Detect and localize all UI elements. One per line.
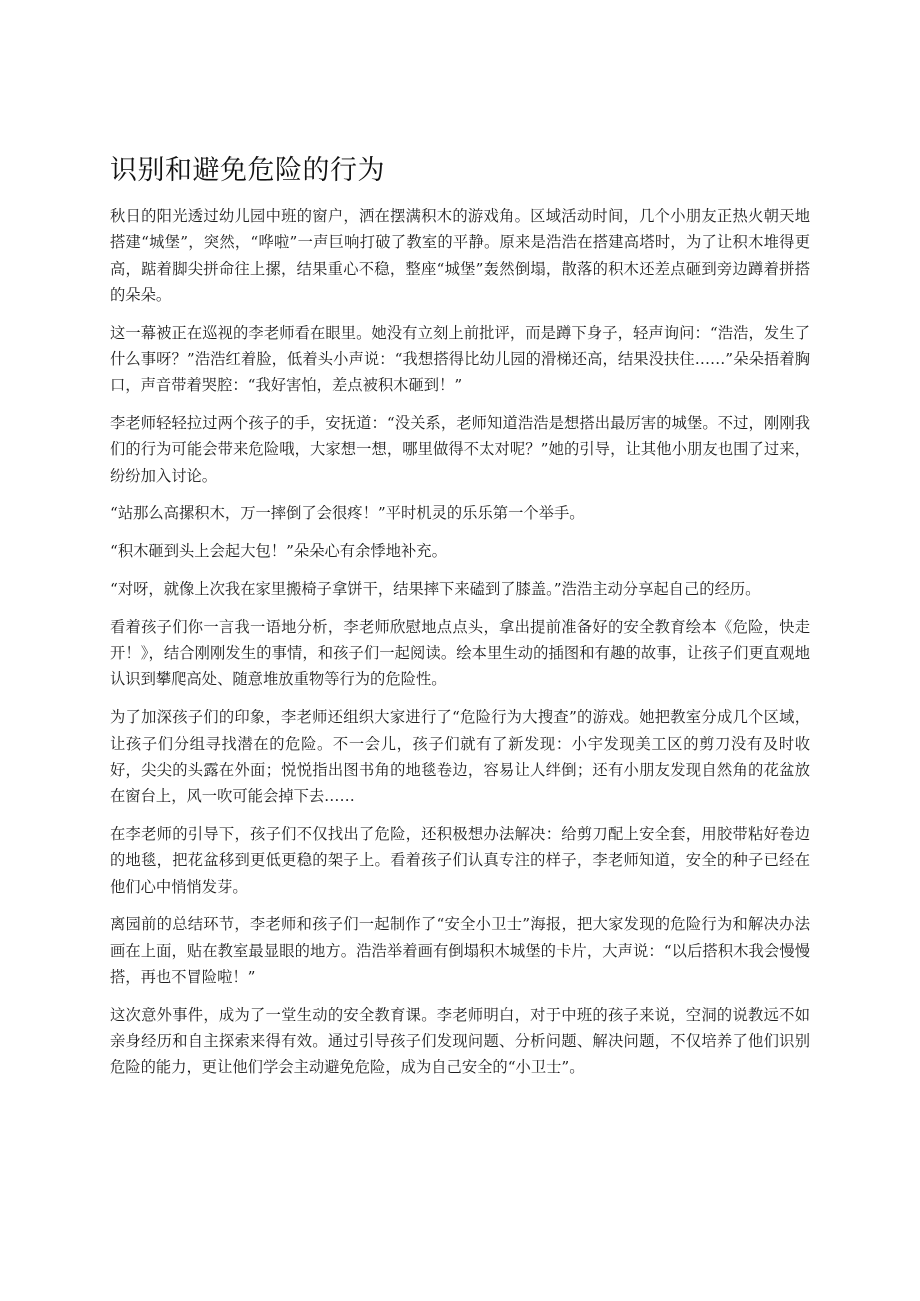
paragraph: 秋日的阳光透过幼儿园中班的窗户，洒在摆满积木的游戏角。区域活动时间，几个小朋友正热火朝天地搭建“城堡”，突然，“哗啦”一声巨响打破了教室的平静。原来是浩浩在搭建高塔时，为了让积木堆得更高，踮着脚尖拼命往上摞，结果重心不稳，整座“城堡”轰然倒塌，散落的积木还差点砸到旁边蹲着拼搭的朵朵。	[110, 207, 810, 304]
paragraph: “站那么高摞积木，万一摔倒了会很疼！”平时机灵的乐乐第一个举手。	[110, 504, 585, 523]
document-body	[110, 203, 810, 1092]
paragraph: 在李老师的引导下，孩子们不仅找出了危险，还积极想办法解决：给剪刀配上安全套，用胶带粘好卷边的地毯，把花盆移到更低更稳的架子上。看着孩子们认真专注的样子，李老师知道，安全的种子已经在他们心中悄悄发芽。	[110, 824, 810, 896]
paragraph: 为了加深孩子们的印象，李老师还组织大家进行了“危险行为大搜查”的游戏。她把教室分成几个区域，让孩子们分组寻找潜在的危险。不一会儿，孩子们就有了新发现：小宇发现美工区的剪刀没有及时收好，尖尖的头露在外面；悦悦指出图书角的地毯卷边，容易让人绊倒；还有小朋友发现自然角的花盆放在窗台上，风一吹可能会掉下去……	[110, 708, 810, 806]
paragraph: “积木砸到头上会起大包！”朵朵心有余悸地补充。	[110, 542, 447, 561]
paragraph: 这一幕被正在巡视的李老师看在眼里。她没有立刻上前批评，而是蹲下身子，轻声询问：“浩浩，发生了什么事呀？”浩浩红着脸，低着头小声说：“我想搭得比幼儿园的滑梯还高，结果没扶住……”朵朵捂着胸口，声音带着哭腔：“我好害怕，差点被积木砸到！”	[110, 323, 810, 395]
document-title: 识别和避免危险的行为	[110, 155, 385, 186]
paragraph: 李老师轻轻拉过两个孩子的手，安抚道：“没关系，老师知道浩浩是想搭出最厉害的城堡。不过，刚刚我们的行为可能会带来危险哦，大家想一想，哪里做得不太对呢？”她的引导，让其他小朋友也围了过来，纷纷加入讨论。	[110, 414, 810, 485]
paragraph: 这次意外事件，成为了一堂生动的安全教育课。李老师明白，对于中班的孩子来说，空洞的说教远不如亲身经历和自主探索来得有效。通过引导孩子们发现问题、分析问题、解决问题，不仅培养了他们识别危险的能力，更让他们学会主动避免危险，成为自己安全的“小卫士”。	[110, 1005, 810, 1077]
paragraph: 离园前的总结环节，李老师和孩子们一起制作了“安全小卫士”海报，把大家发现的危险行为和解决办法画在上面，贴在教室最显眼的地方。浩浩举着画有倒塌积木城堡的卡片，大声说：“以后搭积木我会慢慢搭，再也不冒险啦！”	[110, 915, 810, 986]
paragraph: 看着孩子们你一言我一语地分析，李老师欣慰地点点头，拿出提前准备好的安全教育绘本《危险，快走开！》，结合刚刚发生的事情，和孩子们一起阅读。绘本里生动的插图和有趣的故事，让孩子们更直观地认识到攀爬高处、随意堆放重物等行为的危险性。	[110, 617, 810, 689]
paragraph: “对呀，就像上次我在家里搬椅子拿饼干，结果摔下来磕到了膝盖。”浩浩主动分享起自己的经历。	[110, 580, 761, 599]
